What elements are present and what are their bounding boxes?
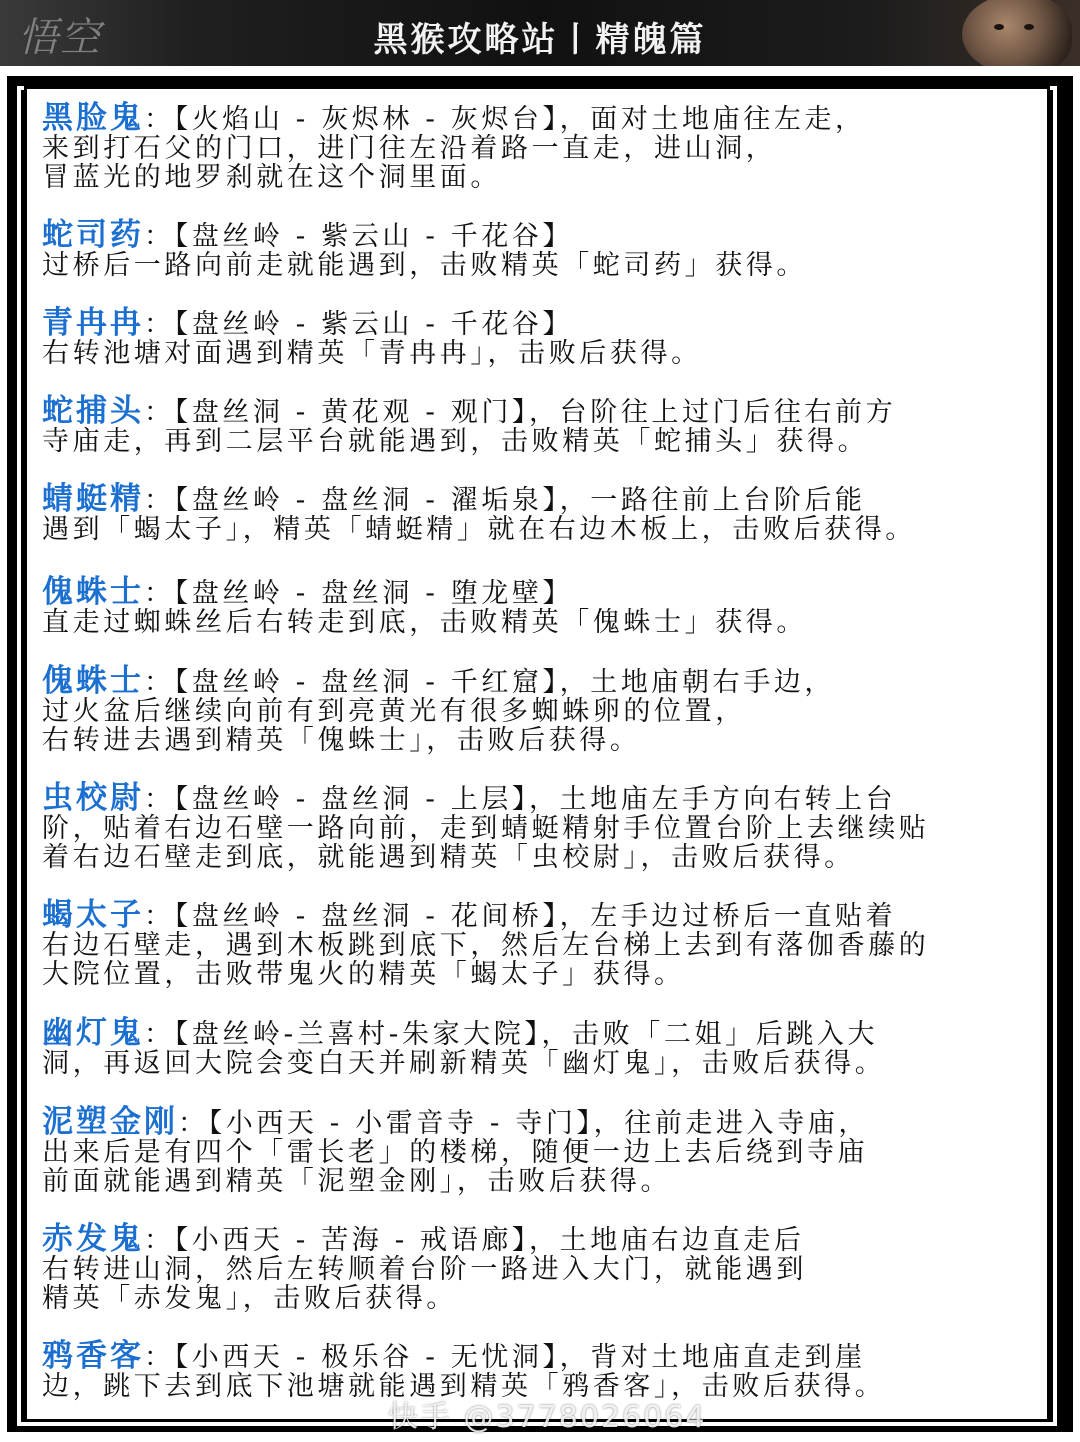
entry-line: ：【盘丝岭 - 盘丝洞 - 千红窟】，土地庙朝右手边， (144, 667, 836, 698)
entry-line: 右转池塘对面遇到精英「青冉冉」，击败后获得。 (42, 338, 702, 369)
entry-line: 出来后是有四个「雷长老」的楼梯，随便一边上去后绕到寺庙 (42, 1137, 869, 1168)
entry-line: 着右边石壁走到底，就能遇到精英「虫校尉」，击败后获得。 (42, 842, 855, 873)
entry-line: 大院位置，击败带鬼火的精英「蝎太子」获得。 (42, 959, 685, 990)
entry-line: 冒蓝光的地罗刹就在这个洞里面。 (42, 162, 501, 193)
page-title: 黑猴攻略站丨精魄篇 (373, 20, 707, 60)
entry-name: 傀蛛士 (42, 663, 144, 699)
monkey-portrait-icon (962, 0, 1072, 66)
guide-entry (42, 217, 807, 281)
header-banner (0, 0, 1080, 66)
entry-line: ：【小西天 - 小雷音寺 - 寺门】，往前走进入寺庙， (178, 1108, 870, 1139)
entry-line: 精英「赤发鬼」，击败后获得。 (42, 1283, 457, 1314)
entry-name: 鸦香客 (42, 1338, 144, 1374)
guide-entry (42, 1221, 807, 1314)
guide-entry (42, 1015, 886, 1079)
entry-name: 黑脸鬼 (42, 100, 144, 136)
entry-line: 前面就能遇到精英「泥塑金刚」，击败后获得。 (42, 1166, 672, 1197)
entry-line: 边，跳下去到底下池塘就能遇到精英「鸦香客」，击败后获得。 (42, 1371, 886, 1402)
entry-name: 蛇司药 (42, 217, 144, 253)
entry-line: 遇到「蝎太子」，精英「蜻蜓精」就在右边木板上，击败后获得。 (42, 514, 916, 545)
guide-entry (42, 780, 930, 873)
entry-line: ：【盘丝岭 - 紫云山 - 千花谷】 (144, 221, 574, 252)
entry-line: ：【盘丝洞 - 黄花观 - 观门】，台阶往上过门后往右前方 (144, 397, 897, 428)
entry-line: 阶，贴着右边石壁一路向前，走到蜻蜓精射手位置台阶上去继续贴 (42, 813, 930, 844)
entry-line: 直走过蜘蛛丝后右转走到底，击败精英「傀蛛士」获得。 (42, 607, 807, 638)
entry-line: 洞，再返回大院会变白天并刷新精英「幽灯鬼」，击败后获得。 (42, 1048, 886, 1079)
entry-name: 蝎太子 (42, 897, 144, 933)
entry-name: 虫校尉 (42, 780, 144, 816)
entry-line: ：【小西天 - 极乐谷 - 无忧洞】，背对土地庙直走到崖 (144, 1342, 866, 1373)
entry-line: 来到打石父的门口，进门往左沿着路一直走，进山洞， (42, 133, 777, 164)
entry-line: 寺庙走，再到二层平台就能遇到，击败精英「蛇捕头」获得。 (42, 426, 869, 457)
entry-line: ：【盘丝岭-兰喜村-朱家大院】，击败「二姐」后跳入大 (144, 1019, 879, 1050)
guide-entry (42, 663, 836, 756)
entry-line: 右边石壁走，遇到木板跳到底下，然后左台梯上去到有落伽香藤的 (42, 930, 930, 961)
entry-line: ：【盘丝岭 - 盘丝洞 - 花间桥】，左手边过桥后一直贴着 (144, 901, 897, 932)
guide-entry (42, 897, 930, 990)
guide-entry (42, 1104, 870, 1197)
guide-entry (42, 574, 807, 638)
entry-line: 过火盆后继续向前有到亮黄光有很多蜘蛛卵的位置， (42, 696, 746, 727)
guide-entry (42, 305, 702, 369)
entry-line: ：【盘丝岭 - 盘丝洞 - 堕龙壁】 (144, 578, 574, 609)
entry-line: ：【火焰山 - 灰烬林 - 灰烬台】，面对土地庙往左走， (144, 104, 866, 135)
entry-name: 青冉冉 (42, 305, 144, 341)
entry-line: 右转进去遇到精英「傀蛛士」，击败后获得。 (42, 725, 641, 756)
entry-name: 傀蛛士 (42, 574, 144, 610)
entry-name: 幽灯鬼 (42, 1015, 144, 1051)
guide-entry (42, 481, 916, 545)
entry-name: 蜻蜓精 (42, 481, 144, 517)
entry-line: ：【盘丝岭 - 紫云山 - 千花谷】 (144, 309, 574, 340)
entry-line: ：【盘丝岭 - 盘丝洞 - 濯垢泉】，一路往前上台阶后能 (144, 485, 866, 516)
entry-line: 右转进山洞，然后左转顺着台阶一路进入大门，就能遇到 (42, 1254, 807, 1285)
entry-line: ：【盘丝岭 - 盘丝洞 - 上层】，土地庙左手方向右转上台 (144, 784, 897, 815)
entry-name: 赤发鬼 (42, 1221, 144, 1257)
game-logo: 悟空 (18, 15, 102, 61)
guide-entry (42, 100, 866, 193)
entry-name: 蛇捕头 (42, 393, 144, 429)
entry-name: 泥塑金刚 (42, 1104, 178, 1140)
entry-line: 过桥后一路向前走就能遇到，击败精英「蛇司药」获得。 (42, 250, 807, 281)
watermark: 快手 @3778026064 (388, 1400, 707, 1435)
guide-entry (42, 393, 897, 457)
entry-line: ：【小西天 - 苦海 - 戒语廊】，土地庙右边直走后 (144, 1225, 805, 1256)
